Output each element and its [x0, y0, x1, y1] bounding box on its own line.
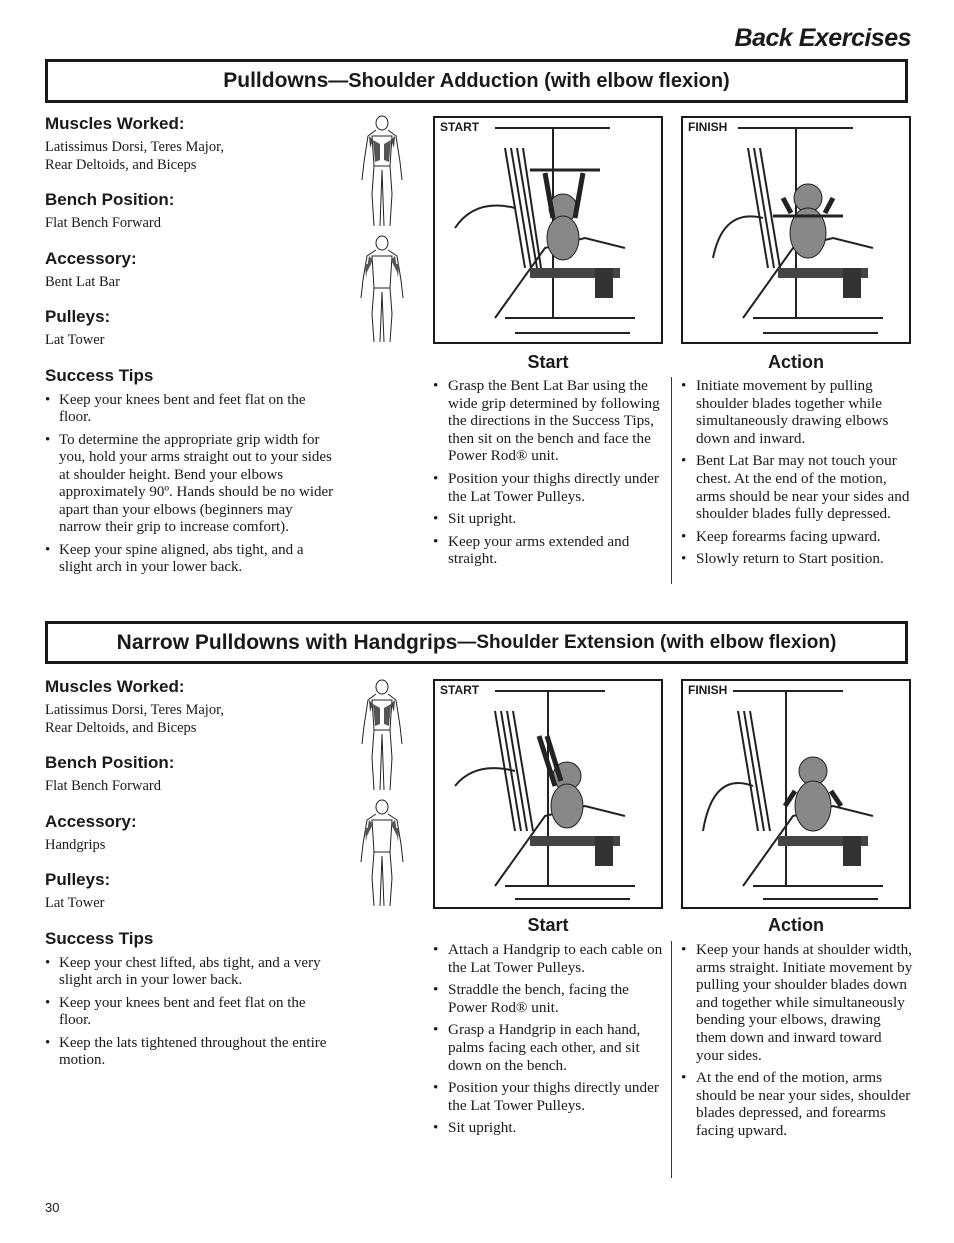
section-title-sub: —Shoulder Adduction (with elbow flexion) [328, 69, 730, 92]
start-item: • Grasp a Handgrip in each hand, palms facing each other, and sit down on the bench. [433, 1021, 663, 1074]
start-heading: Start [527, 352, 569, 372]
bench-label: Bench Position: [45, 753, 175, 772]
finish-figure [681, 116, 911, 344]
action-heading: Action [768, 915, 824, 935]
success-tips-list [45, 955, 337, 1070]
start-item: • Keep your arms extended and straight. [433, 533, 661, 568]
bench-value: Flat Bench Forward [45, 215, 161, 231]
tip-item: • Keep your knees bent and feet flat on the floor. [45, 392, 337, 427]
anatomy-front-figure [356, 234, 408, 346]
start-item: • Sit upright. [433, 510, 661, 528]
start-list [433, 377, 661, 573]
pulleys-value: Lat Tower [45, 332, 105, 348]
success-tips-label: Success Tips [45, 928, 154, 948]
start-item: • Attach a Handgrip to each cable on the Lat Tower Pulleys. [433, 941, 663, 976]
finish-tag: FINISH [688, 683, 728, 697]
section-title-sub: —Shoulder Extension (with elbow flexion) [457, 631, 837, 653]
start-list [433, 941, 663, 1142]
muscles-line: Rear Deltoids, and Biceps [45, 719, 197, 736]
accessory-label: Accessory: [45, 811, 137, 831]
accessory-value: Handgrips [45, 836, 106, 853]
finish-tag: FINISH [688, 120, 728, 134]
action-item: • Initiate movement by pulling shoulder blades together while simultaneously drawing elbows down and inward. [681, 377, 913, 447]
action-item: • Keep your hands at shoulder width, arms straight. Initiate movement by pulling your shoulder blades down and together while simultaneously bending your elbows, drawing them down and inward toward your sides. [681, 941, 913, 1064]
start-figure [433, 116, 663, 344]
section-banner-pulldowns [45, 59, 908, 103]
anatomy-front-figure [356, 798, 408, 910]
exercise-machine-illustration [435, 118, 663, 344]
column-divider [671, 377, 672, 584]
exercise-machine-illustration [683, 681, 911, 909]
pulleys-value: Lat Tower [45, 895, 105, 911]
tip-item: • Keep the lats tightened throughout the entire motion. [45, 1035, 337, 1070]
muscles-line: Rear Deltoids, and Biceps [45, 156, 197, 173]
muscles-label: Muscles Worked: [45, 677, 185, 696]
anatomy-back-figure [358, 678, 406, 796]
bench-label: Bench Position: [45, 190, 175, 209]
start-item: • Straddle the bench, facing the Power Rod® unit. [433, 981, 663, 1016]
success-tips-list [45, 392, 337, 577]
section-title-main: Narrow Pulldowns with Handgrips [116, 630, 458, 654]
action-heading: Action [768, 352, 824, 372]
tip-item: • Keep your chest lifted, abs tight, and a very slight arch in your lower back. [45, 955, 337, 990]
accessory-value: Bent Lat Bar [45, 273, 120, 290]
start-tag: START [440, 683, 480, 697]
bench-value: Flat Bench Forward [45, 778, 161, 794]
anatomy-back-figure [358, 114, 406, 232]
start-item: • Sit upright. [433, 1119, 663, 1137]
exercise-machine-illustration [435, 681, 663, 909]
tip-item: • Keep your knees bent and feet flat on the floor. [45, 995, 337, 1030]
section-title-main: Pulldowns [223, 69, 329, 92]
action-item: • At the end of the motion, arms should be near your sides, shoulder blades depressed, and forearms facing upward. [681, 1069, 913, 1139]
page-title: Back Exercises [734, 24, 911, 52]
exercise-machine-illustration [683, 118, 911, 344]
start-heading: Start [527, 915, 569, 935]
action-list [681, 377, 913, 573]
start-tag: START [440, 120, 480, 134]
muscles-label: Muscles Worked: [45, 114, 185, 133]
muscles-line: Latissimus Dorsi, Teres Major, [45, 139, 224, 155]
action-item: • Bent Lat Bar may not touch your chest. At the end of the motion, arms should be near your sides and shoulder blades fully depressed. [681, 452, 913, 522]
action-list [681, 941, 913, 1145]
action-item: • Keep forearms facing upward. [681, 528, 913, 546]
action-item: • Slowly return to Start position. [681, 550, 913, 568]
finish-figure [681, 679, 911, 909]
exercise-info [45, 677, 345, 1075]
pulleys-label: Pulleys: [45, 307, 111, 326]
success-tips-label: Success Tips [45, 365, 154, 385]
tip-item: • To determine the appropriate grip width for you, hold your arms straight out to your sides at shoulder height. Bend your elbows approximately 90º. Hands should be no wider apart than your elbows (beginners may narrow their grip to increase comfort). [45, 432, 337, 537]
column-divider [671, 941, 672, 1178]
exercise-info [45, 114, 345, 582]
section-banner-narrow-pulldowns [45, 621, 908, 664]
start-figure [433, 679, 663, 909]
tip-item: • Keep your spine aligned, abs tight, and a slight arch in your lower back. [45, 542, 337, 577]
start-item: • Grasp the Bent Lat Bar using the wide grip determined by following the directions in the Success Tips, then sit on the bench and face the Power Rod® unit. [433, 377, 661, 465]
muscles-line: Latissimus Dorsi, Teres Major, [45, 702, 224, 718]
start-item: • Position your thighs directly under the Lat Tower Pulleys. [433, 470, 661, 505]
pulleys-label: Pulleys: [45, 870, 111, 889]
start-item: • Position your thighs directly under the Lat Tower Pulleys. [433, 1079, 663, 1114]
accessory-label: Accessory: [45, 248, 137, 268]
page-number: 30 [45, 1200, 60, 1215]
